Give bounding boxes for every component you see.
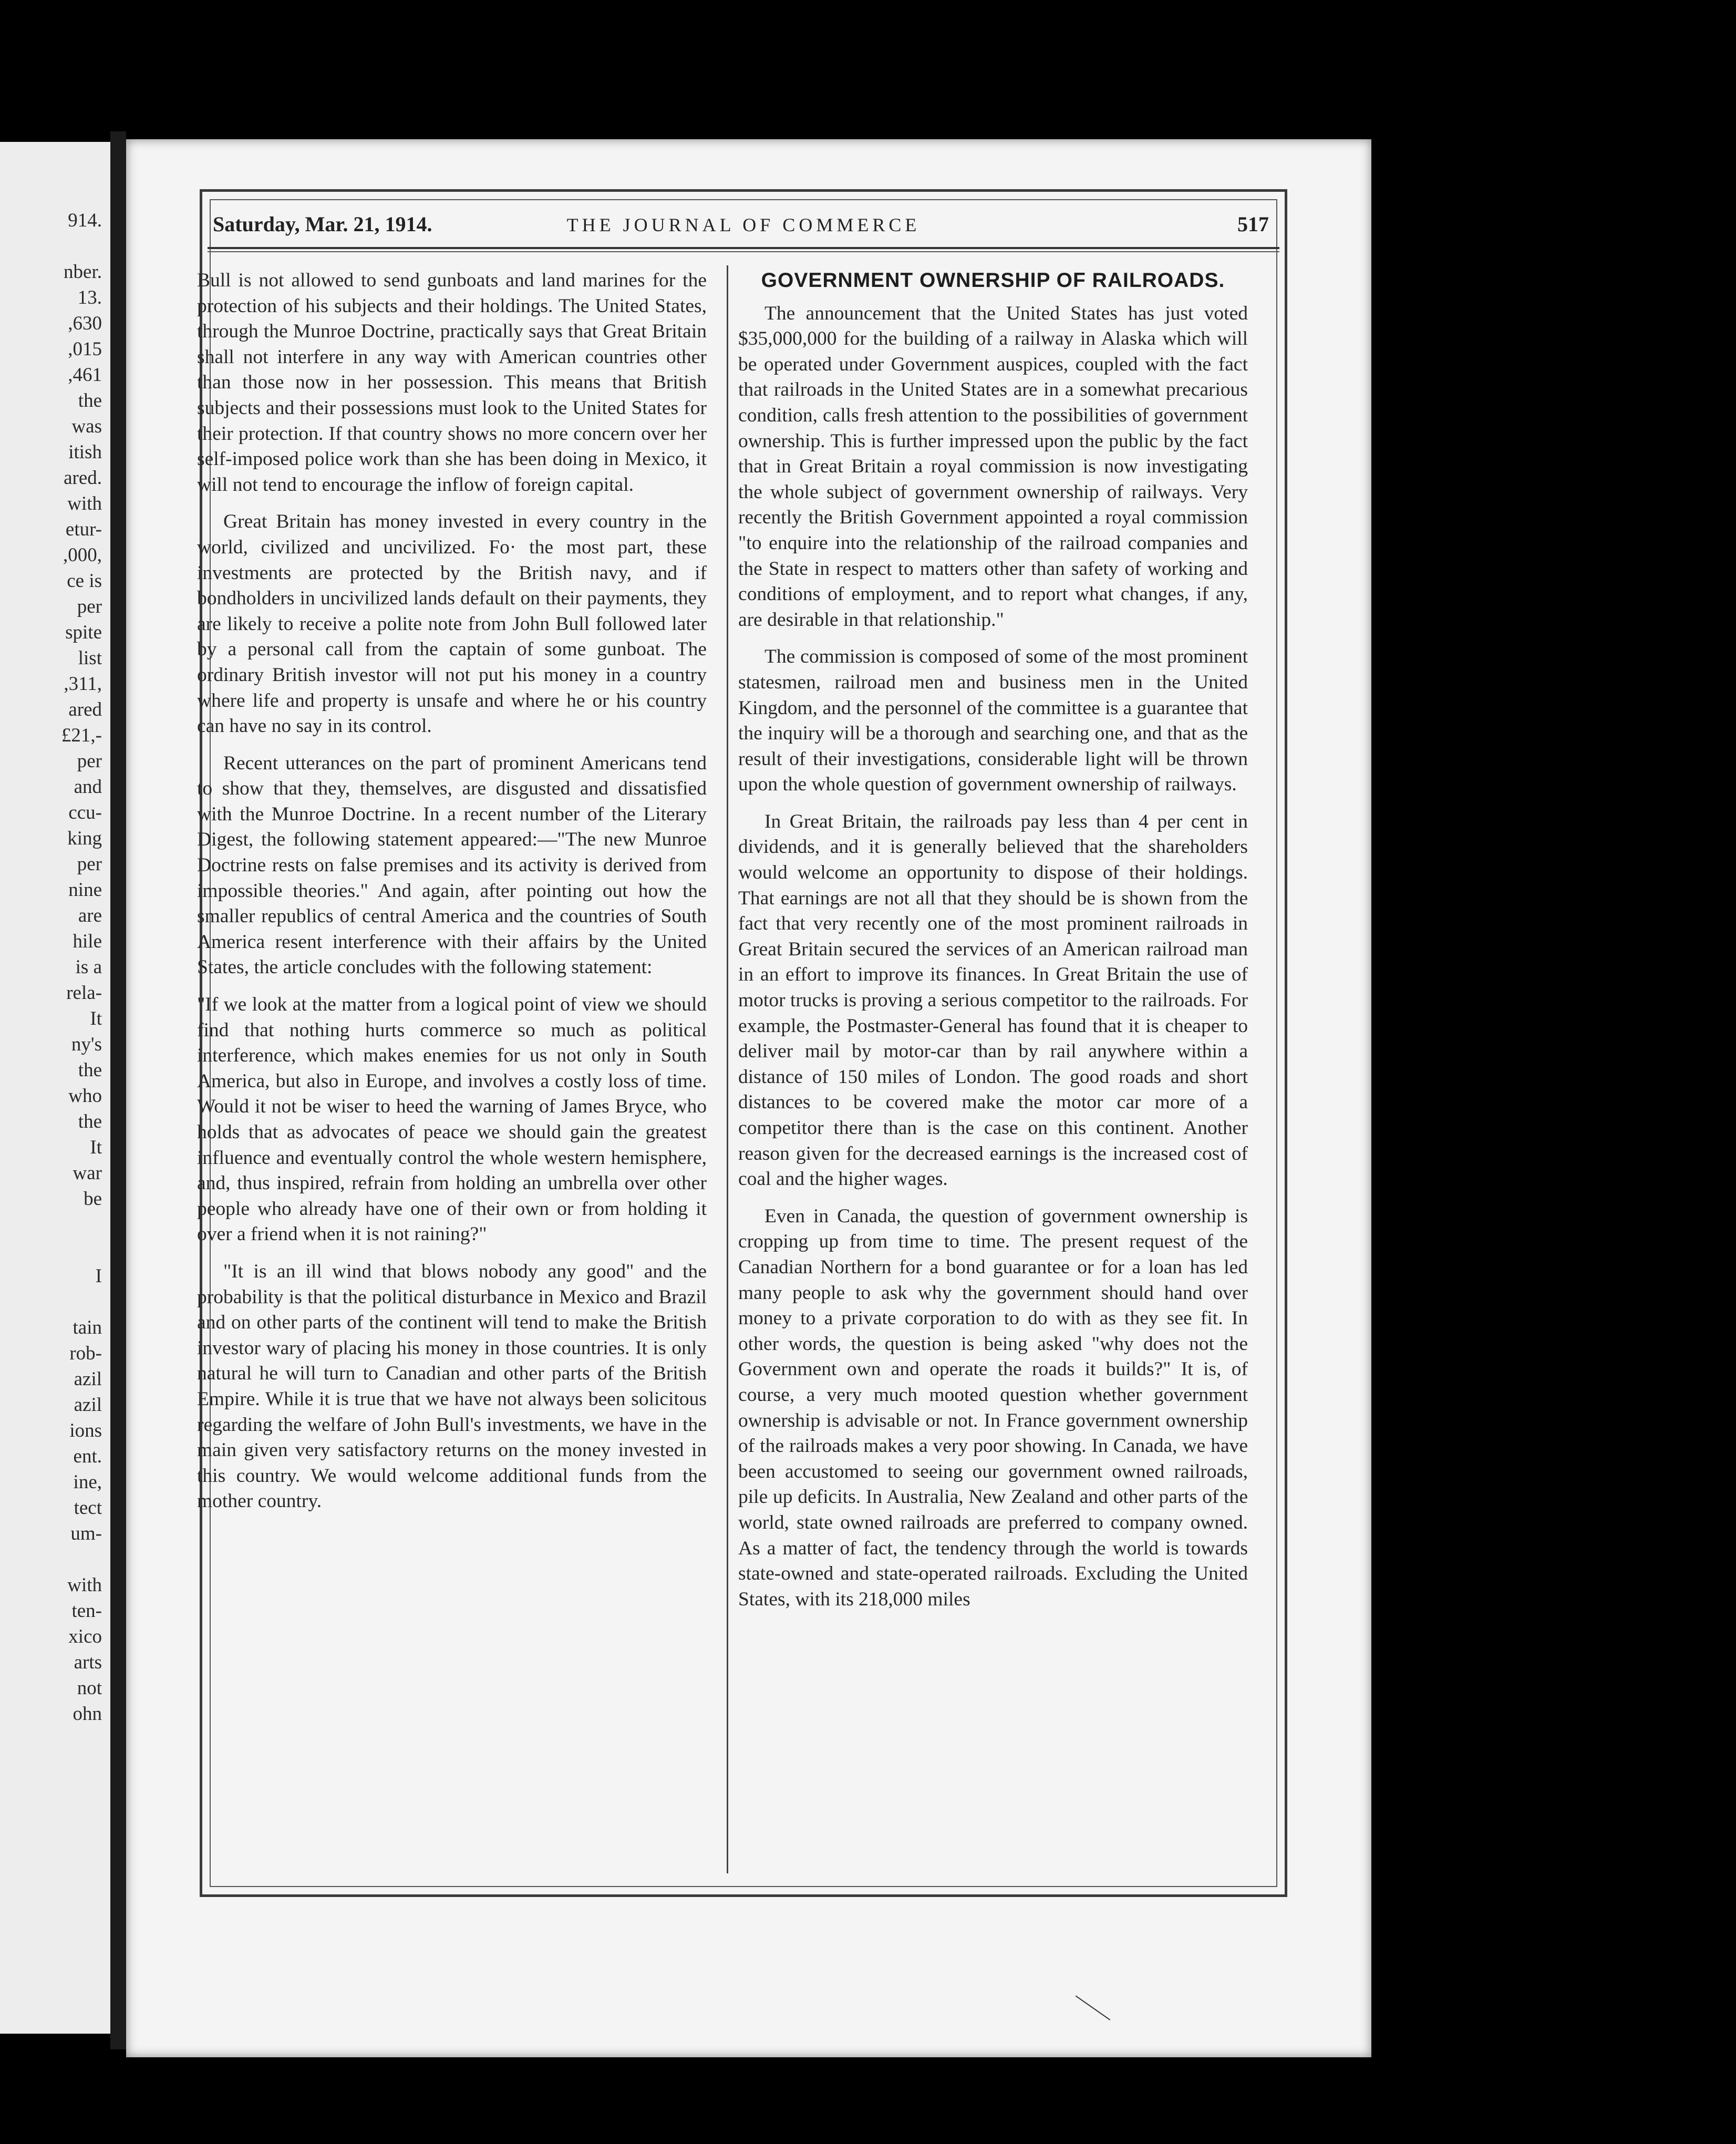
left-page-text-fragment: be bbox=[84, 1188, 102, 1210]
article-paragraph: In Great Britain, the railroads pay less than 4 per cent in dividends, and it is generally believed that the shareholders would welcome an opportunity to dispose of their holdings. That earnings are not all that they should be is shown from the fact that very recently one of the most prominent railroads in Great Britain secured the services of an American railroad man in an effort to improve its finances. In Great Britain the use of motor trucks is proving a serious competitor to the railroads. For example, the Postmaster-General has found that it is cheaper to deliver mail by motor-car than by rail anywhere within a distance of 150 miles of London. The good roads and short distances to be covered make the motor car more of a competitor there than is the case on this continent. Another reason given for the decreased earnings is the increased cost of coal and the higher wages. bbox=[738, 810, 1248, 1190]
left-page-text-fragment: ny's bbox=[71, 1034, 102, 1055]
left-page-text-fragment: king bbox=[67, 828, 102, 849]
left-page-text-fragment: the bbox=[78, 1111, 102, 1132]
left-page-text-fragment: not bbox=[77, 1677, 102, 1699]
left-page-text-fragment: It bbox=[90, 1008, 102, 1029]
article-heading: GOVERNMENT OWNERSHIP OF RAILROADS. bbox=[761, 269, 1225, 292]
left-page-text-fragment: per bbox=[77, 596, 102, 617]
left-page-text-fragment: ,461 bbox=[68, 364, 102, 386]
left-page-text-fragment: 13. bbox=[77, 287, 102, 308]
left-page-text-fragment: ine, bbox=[73, 1471, 102, 1493]
page-gutter bbox=[110, 131, 126, 2049]
header-journal-title: THE JOURNAL OF COMMERCE bbox=[566, 214, 921, 235]
left-page-text-fragment: ohn bbox=[73, 1703, 102, 1725]
left-page-text-fragment: nine bbox=[68, 879, 102, 901]
quoted-paragraph: "If we look at the matter from a logical point of view we should find that nothing hurts commerce so much as political interference, which makes enemies for us not only in South America, but also in Europe, and involves a costly loss of time. Would it not be wiser to heed the warning of James Bryce, who holds that as advocates of peace we should gain the greatest influence and eventually control the whole western hemisphere, and, thus inspired, refrain from holding an umbrella over other people who already have one of their own or from holding it over a friend when it is not raining?" bbox=[197, 994, 707, 1245]
left-page-text-fragment: ten- bbox=[71, 1600, 102, 1622]
article-paragraph: Even in Canada, the question of government ownership is cropping up from time to time. The present request of the Canadian Northern for a bond guarantee or for a loan has led many people to ask why the government should hand over money to a private corporation to do with as they see fit. In other words, the question is being asked "why does not the Government own and operate the roads it builds?" It is, of course, a very much mooted question whether government ownership is advisable or not. In France government ownership of the railroads makes a very poor showing. In Canada, we have been accustomed to seeing our government owned railroads, pile up deficits. In Australia, New Zealand and other parts of the world, state owned railroads are preferred to company owned. As a matter of fact, the tendency through the world is towards state-owned and state-operated railroads. Excluding the United States, with its 218,000 miles bbox=[738, 1205, 1248, 1610]
article-paragraph: "It is an ill wind that blows nobody any good" and the probability is that the political disturbance in Mexico and Brazil and on other parts of the continent will tend to make the British investor wary of placing his money in those countries. It is only natural he will turn to Canadian and other parts of the British Empire. While it is true that we have not always been solicitous regarding the welfare of John Bull's investments, we have in the main given very satisfactory returns on the money invested in this country. We would welcome additional funds from the mother country. bbox=[197, 1260, 707, 1512]
left-page-text-fragment: I bbox=[95, 1265, 102, 1287]
left-page-text-fragment: per bbox=[77, 750, 102, 772]
left-page-text-fragment: It bbox=[90, 1137, 102, 1158]
header-date: Saturday, Mar. 21, 1914. bbox=[213, 212, 432, 236]
left-page-text-fragment: war bbox=[73, 1162, 102, 1184]
left-page-text-fragment: who bbox=[68, 1085, 102, 1107]
left-page-text-fragment: the bbox=[78, 390, 102, 411]
left-page-text-fragment: um- bbox=[70, 1523, 102, 1544]
left-page-text-fragment: nber. bbox=[64, 261, 102, 283]
left-page-text-fragment: rela- bbox=[66, 982, 102, 1004]
left-page-text-fragment: ions bbox=[69, 1420, 102, 1441]
left-page-text-fragment: ccu- bbox=[68, 802, 102, 823]
left-page-text-fragment: ared. bbox=[64, 467, 102, 489]
left-page-text-fragment: per bbox=[77, 853, 102, 875]
left-page-text-fragment: arts bbox=[74, 1652, 102, 1673]
left-page-text-fragment: the bbox=[78, 1059, 102, 1081]
left-page-text-fragment: ent. bbox=[73, 1446, 102, 1467]
left-page-text-fragment: ,630 bbox=[68, 313, 102, 334]
article-paragraph: The announcement that the United States has just voted $35,000,000 for the building of a railway in Alaska which will be operated under Government auspices, coupled with the fact that railroads in the United States are in a somewhat precarious condition, calls fresh attention to the possibilities of government ownership. This is further impressed upon the public by the fact that in Great Britain a royal commission is now investigating the whole subject of government ownership of railways. Very recently the British Government appointed a royal commission "to enquire into the relationship of the railroad companies and the State in respect to matters other than safety of working and conditions of employment, and to report what changes, if any, are desirable in that relationship." bbox=[738, 302, 1248, 631]
left-page-text-fragment: ce is bbox=[67, 570, 102, 592]
left-page-text-fragment: are bbox=[78, 905, 102, 926]
left-page-text-fragment: is a bbox=[75, 956, 102, 978]
right-column bbox=[738, 268, 1248, 1624]
left-page-text-fragment: hile bbox=[73, 931, 102, 952]
header-page-number: 517 bbox=[1237, 212, 1269, 236]
left-page-text-fragment: itish bbox=[68, 441, 102, 463]
left-page-text-fragment: tect bbox=[74, 1497, 102, 1519]
left-page-text-fragment: list bbox=[78, 647, 102, 669]
left-page-text-fragment: etur- bbox=[65, 519, 102, 540]
column-divider bbox=[727, 265, 728, 1873]
left-page-text-fragment: xico bbox=[68, 1626, 102, 1647]
left-page-text-fragment: spite bbox=[65, 622, 102, 643]
journal-page bbox=[126, 139, 1371, 2057]
left-page-text-fragment: with bbox=[67, 1574, 102, 1596]
left-page-text-fragment: ,000, bbox=[63, 544, 102, 566]
left-page-text-fragment: £21,- bbox=[61, 725, 102, 746]
header-rule bbox=[208, 247, 1279, 252]
left-page-text-fragment: ,311, bbox=[64, 673, 102, 695]
left-page-text-fragment: with bbox=[67, 493, 102, 514]
article-paragraph: Great Britain has money invested in every country in the world, civilized and uncivilized. Fo· the most part, these investments are protected by the British navy, and if bondholders in uncivilized lands default on their payments, they are likely to receive a polite note from John Bull followed later by a personal call from the captain of some gunboat. The ordinary British investor will not put his money in a country where life and property is unsafe and where he or his country can have no say in its control. bbox=[197, 511, 707, 737]
left-page-text-fragment: ,015 bbox=[68, 338, 102, 360]
left-page-text-fragment: and bbox=[74, 776, 102, 798]
left-column bbox=[197, 268, 707, 1526]
running-header bbox=[213, 207, 1274, 249]
previous-page-fragment bbox=[0, 142, 110, 2034]
article-paragraph: Recent utterances on the part of prominent Americans tend to show that they, themselves, are disgusted and dissatisfied with the Munroe Doctrine. In a recent number of the Literary Digest, the following statement appeared:—"The new Munroe Doctrine rests on false premises and its activity is derived from impossible theories." And again, after pointing out how the smaller republics of central America and the countries of South America resent interference with their affairs by the United States, the article concludes with the following statement: bbox=[197, 752, 707, 978]
left-page-text-fragment: rob- bbox=[69, 1343, 102, 1364]
left-page-text-fragment: tain bbox=[73, 1317, 102, 1338]
article-paragraph: The commission is composed of some of the most prominent statesmen, railroad men and business men in the United Kingdom, and the personnel of the committee is a guarantee that the inquiry will be a thorough and searching one, and that as the result of their investigations, considerable light will be thrown upon the whole question of government ownership of railways. bbox=[738, 646, 1248, 796]
left-page-text-fragment: ared bbox=[68, 699, 102, 720]
scan-mark bbox=[1076, 1995, 1111, 2021]
article-paragraph: Bull is not allowed to send gunboats and land marines for the protection of his subjects and their holdings. The United States, through the Munroe Doctrine, practically says that Great Britain shall not interfere in any way with American countries other than those now in her possession. This means that British subjects and their possessions must look to the United States for their protection. If that country shows no more concern over her self-imposed police work than she has been doing in Mexico, it will not tend to encourage the inflow of foreign capital. bbox=[197, 270, 707, 496]
left-page-text-fragment: 914. bbox=[68, 210, 102, 231]
left-page-text-fragment: azil bbox=[74, 1368, 102, 1390]
left-page-text-fragment: was bbox=[71, 416, 102, 437]
left-page-text-fragment: azil bbox=[74, 1394, 102, 1416]
